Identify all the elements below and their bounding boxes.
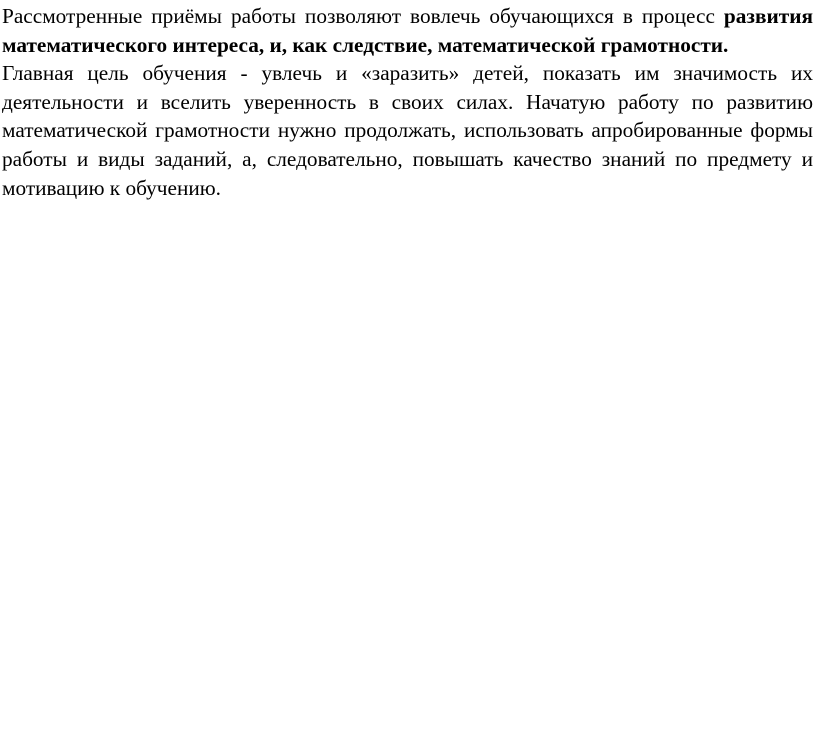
document-body: [2, 2, 813, 202]
paragraph-1-bold-text: развития математического интереса, и, как следствие, математической грамотности.: [2, 4, 813, 57]
paragraph-1-lead-text: Рассмотренные приёмы работы позволяют вовлечь обучающихся в процесс: [2, 4, 724, 28]
paragraph-conclusion-intro: [2, 2, 813, 59]
paragraph-2-text: Главная цель обучения - увлечь и «заразить» детей, показать им значимость их деятельности и вселить уверенность в своих силах. Начатую работу по развитию математической грамотности нужно продолжать, использовать апробированные формы работы и виды заданий, а, следовательно, повышать качество знаний по предмету и мотивацию к обучению.: [2, 61, 813, 200]
paragraph-main-goal: [2, 59, 813, 202]
